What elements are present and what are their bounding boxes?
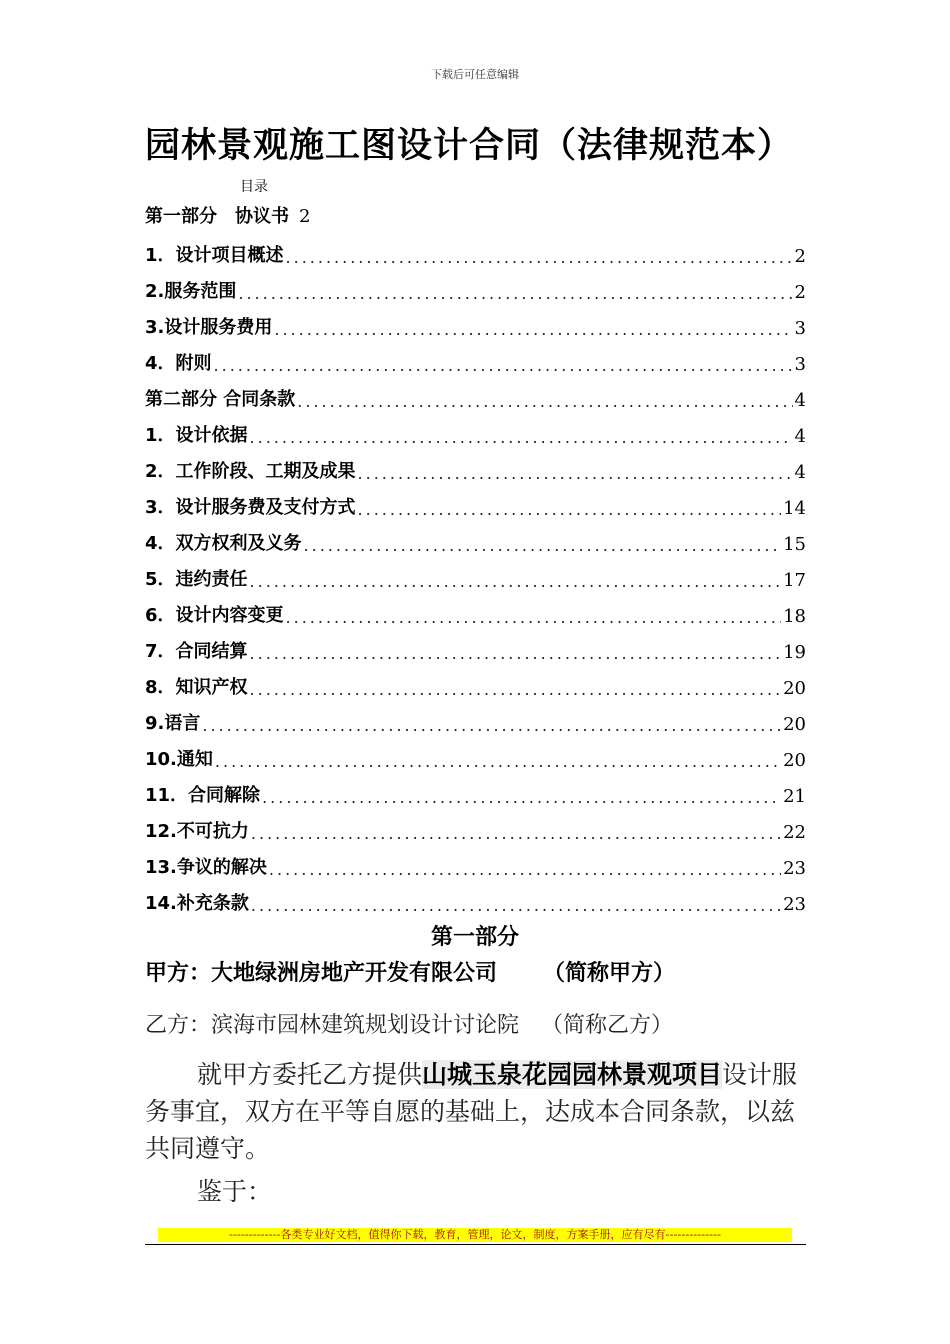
- toc-entry-page: 21: [783, 786, 806, 807]
- toc-leader: [215, 752, 781, 771]
- toc-entry-page: 3: [794, 318, 806, 339]
- party-a-abbr: （简称甲方）: [543, 961, 676, 986]
- toc-entry-page: 17: [783, 570, 806, 591]
- toc-entry-page: 3: [794, 354, 806, 375]
- toc-entry-label: 10.通知: [145, 749, 213, 770]
- toc-entry[interactable]: [145, 735, 806, 771]
- toc-leader: [251, 824, 781, 843]
- intro-text-after: 设计服务事宜，双方在平等自愿的基础上，达成本合同条款，以兹共同遵守。: [145, 1060, 798, 1163]
- toc-entry[interactable]: [145, 771, 806, 807]
- party-a-line: [145, 956, 675, 987]
- toc-entry-label: 7．合同结算: [145, 641, 248, 662]
- toc-entry-label: 3．设计服务费及支付方式: [145, 497, 356, 518]
- toc-part1-label: 第一部分 协议书: [145, 206, 289, 227]
- intro-text-before: 就甲方委托乙方提供: [197, 1060, 423, 1089]
- toc-part1-entry[interactable]: [145, 202, 310, 228]
- toc-entry[interactable]: [145, 231, 806, 267]
- toc-leader: [214, 356, 793, 375]
- toc-entry-page: 4: [794, 390, 806, 411]
- toc-entry-page: 20: [783, 750, 806, 771]
- toc-entry[interactable]: [145, 555, 806, 591]
- toc-entry[interactable]: [145, 447, 806, 483]
- toc-entry-label: 6．设计内容变更: [145, 605, 284, 626]
- toc-entry[interactable]: [145, 807, 806, 843]
- toc-entry-label: 5．违约责任: [145, 569, 248, 590]
- toc-entry[interactable]: [145, 519, 806, 555]
- toc-entry[interactable]: [145, 267, 806, 303]
- toc-entry-page: 15: [783, 534, 806, 555]
- toc-entry-page: 4: [794, 462, 806, 483]
- toc-entry-page: 20: [783, 714, 806, 735]
- toc-entry[interactable]: [145, 411, 806, 447]
- toc-leader: [251, 896, 781, 915]
- party-b-abbr: （简称乙方）: [541, 1013, 674, 1038]
- toc-entry[interactable]: [145, 879, 806, 915]
- toc-entry-label: 4．双方权利及义务: [145, 533, 302, 554]
- toc-entry-page: 23: [783, 858, 806, 879]
- party-b-line: [145, 1008, 673, 1039]
- toc-entry-label: 8．知识产权: [145, 677, 248, 698]
- toc-entry-label: 9.语言: [145, 713, 201, 734]
- toc-leader: [250, 680, 782, 699]
- toc-leader: [262, 788, 781, 807]
- toc-leader: [358, 464, 793, 483]
- toc-label: 目录: [240, 179, 268, 195]
- toc-entry-page: 19: [783, 642, 806, 663]
- toc-entry[interactable]: [145, 627, 806, 663]
- toc-entry-label: 2.服务范围: [145, 281, 237, 302]
- toc-leader: [250, 572, 782, 591]
- document-title: 园林景观施工图设计合同（法律规范本）: [145, 126, 794, 166]
- toc-entry-label: 第二部分 合同条款: [145, 389, 296, 410]
- toc-entry-page: 2: [794, 246, 806, 267]
- toc-entry[interactable]: [145, 339, 806, 375]
- toc-entry[interactable]: [145, 699, 806, 735]
- toc-leader: [304, 536, 782, 555]
- toc-part1-page: 2: [299, 206, 311, 227]
- table-of-contents: [145, 231, 806, 915]
- toc-entry-page: 20: [783, 678, 806, 699]
- party-b-label: 乙方：滨海市园林建筑规划设计讨论院: [145, 1013, 520, 1038]
- toc-entry-label: 14.补充条款: [145, 893, 249, 914]
- toc-leader: [358, 500, 782, 519]
- toc-leader: [250, 428, 793, 447]
- header-note: 下载后可任意编辑: [431, 68, 519, 81]
- footer-divider: [145, 1244, 806, 1245]
- toc-entry[interactable]: [145, 663, 806, 699]
- toc-leader: [269, 860, 781, 879]
- toc-entry[interactable]: [145, 303, 806, 339]
- toc-entry[interactable]: [145, 375, 806, 411]
- toc-entry-label: 13.争议的解决: [145, 857, 267, 878]
- toc-leader: [250, 644, 782, 663]
- toc-leader: [286, 608, 782, 627]
- part-one-heading: 第一部分: [430, 925, 519, 950]
- project-name-highlight: 山城玉泉花园园林景观项目: [422, 1060, 723, 1089]
- toc-entry-page: 14: [783, 498, 806, 519]
- toc-entry-page: 4: [794, 426, 806, 447]
- toc-leader: [274, 320, 792, 339]
- toc-entry-label: 11．合同解除: [145, 785, 261, 806]
- toc-entry-page: 23: [783, 894, 806, 915]
- toc-entry-label: 4．附则: [145, 353, 212, 374]
- toc-entry-label: 3.设计服务费用: [145, 317, 273, 338]
- toc-entry-label: 1．设计项目概述: [145, 245, 284, 266]
- toc-entry-label: 12.不可抗力: [145, 821, 249, 842]
- toc-entry-page: 2: [794, 282, 806, 303]
- toc-leader: [202, 716, 781, 735]
- toc-leader: [286, 248, 793, 267]
- toc-entry-label: 2．工作阶段、工期及成果: [145, 461, 356, 482]
- whereas-clause: 鉴于：: [197, 1177, 273, 1206]
- toc-entry[interactable]: [145, 843, 806, 879]
- party-a-label: 甲方：大地绿洲房地产开发有限公司: [145, 961, 498, 986]
- toc-entry-label: 1．设计依据: [145, 425, 248, 446]
- toc-leader: [297, 392, 792, 411]
- toc-entry[interactable]: [145, 483, 806, 519]
- toc-leader: [238, 284, 792, 303]
- toc-entry-page: 22: [783, 822, 806, 843]
- toc-entry-page: 18: [783, 606, 806, 627]
- toc-entry[interactable]: [145, 591, 806, 627]
- intro-paragraph: [145, 1056, 815, 1167]
- footer-banner: -------------各类专业好文档，值得你下载，教育，管理，论文，制度，方案手册，应有尽有--------------: [158, 1228, 792, 1242]
